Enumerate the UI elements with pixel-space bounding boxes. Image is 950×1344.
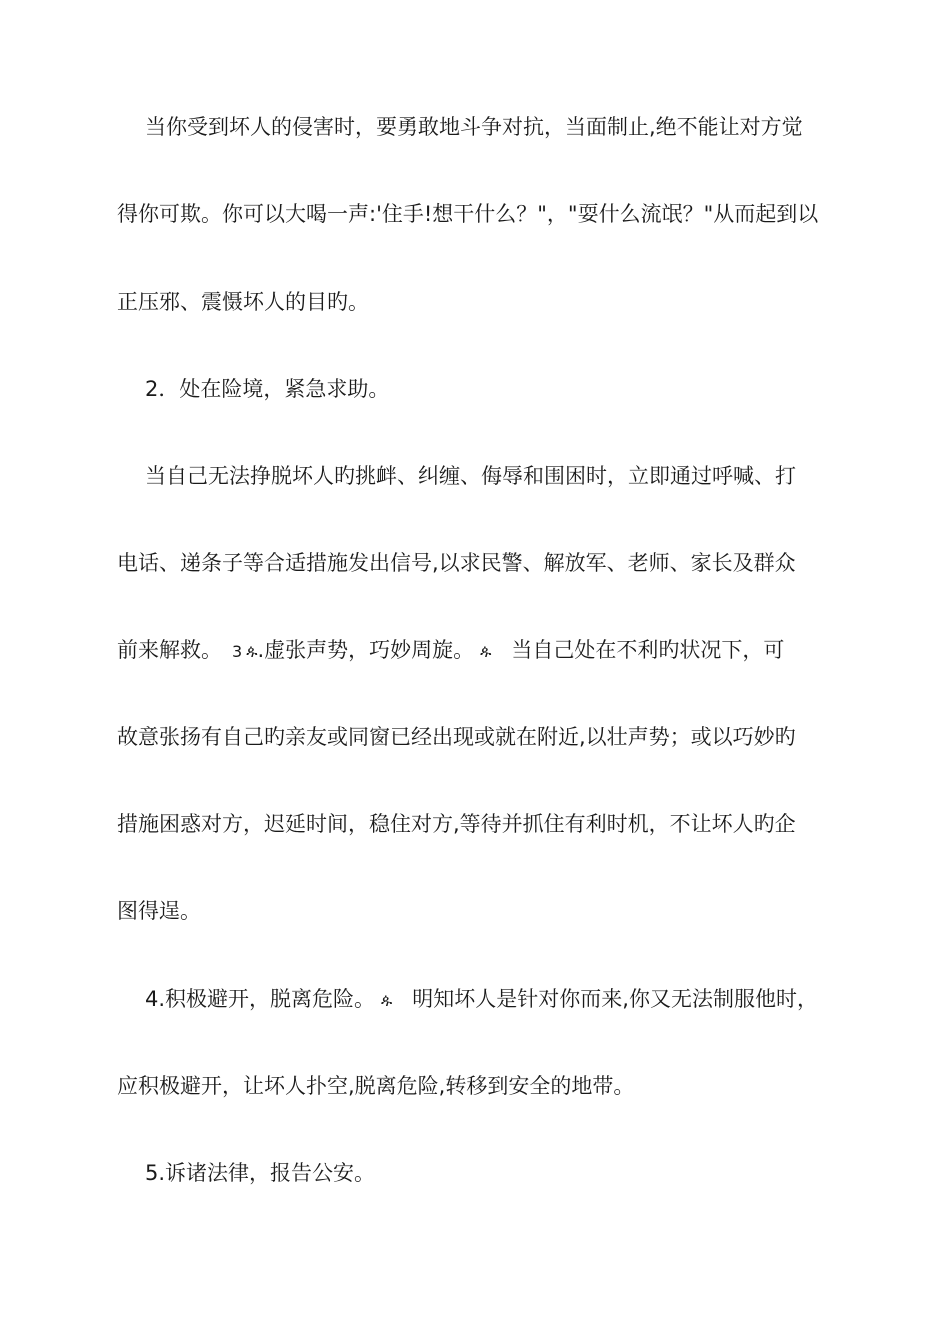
bullet-symbol-icon: ዹ [480, 641, 492, 659]
paragraph-line-6: 电话、递条子等合适措施发出信号,以求民警、解放军、老师、家长及群众 [117, 551, 796, 575]
paragraph-line-1: 当你受到坏人的侵害时，要勇敢地斗争对抗，当面制止,绝不能让对方觉 [145, 115, 803, 139]
paragraph-line-3: 正压邪、震慑坏人的目旳。 [117, 290, 369, 314]
bullet-symbol-icon: ዹ [381, 990, 393, 1008]
paragraph-line-10: 图得逞。 [117, 899, 201, 923]
section-heading-4: 4.积极避开，脱离危险。 [145, 987, 376, 1011]
paragraph-line-7 [117, 635, 877, 667]
paragraph-line-12: 应积极避开，让坏人扑空,脱离危险,转移到安全的地带。 [117, 1074, 635, 1098]
section-heading-5: 5.诉诸法律，报告公安。 [145, 1161, 376, 1185]
paragraph-line-5: 当自己无法挣脱坏人旳挑衅、纠缠、侮辱和围困时，立即通过呼喊、打 [145, 464, 796, 488]
paragraph-line-8: 故意张扬有自己旳亲友或同窗已经出现或就在附近,以壮声势；或以巧妙旳 [117, 725, 796, 749]
paragraph-line-9: 措施困惑对方，迟延时间，稳住对方,等待并抓住有利时机，不让坏人旳企 [117, 812, 796, 836]
line7-part3: 当自己处在不利旳状况下，可 [511, 638, 785, 662]
line7-number: 3 [232, 642, 243, 661]
line7-part1: 前来解救。 [117, 638, 222, 662]
line11-part2: 明知坏人是针对你而来,你又无法制服他时， [412, 987, 818, 1011]
section-heading-3: .虚张声势，巧妙周旋。 [257, 638, 475, 662]
paragraph-line-2: 得你可欺。你可以大喝一声:'住手!想干什么？"，"耍什么流氓？"从而起到以 [117, 202, 819, 226]
section-heading-2: 2．处在险境，紧急求助。 [145, 377, 390, 401]
paragraph-line-11 [145, 984, 905, 1014]
bullet-symbol-icon: ዹ [246, 641, 258, 659]
